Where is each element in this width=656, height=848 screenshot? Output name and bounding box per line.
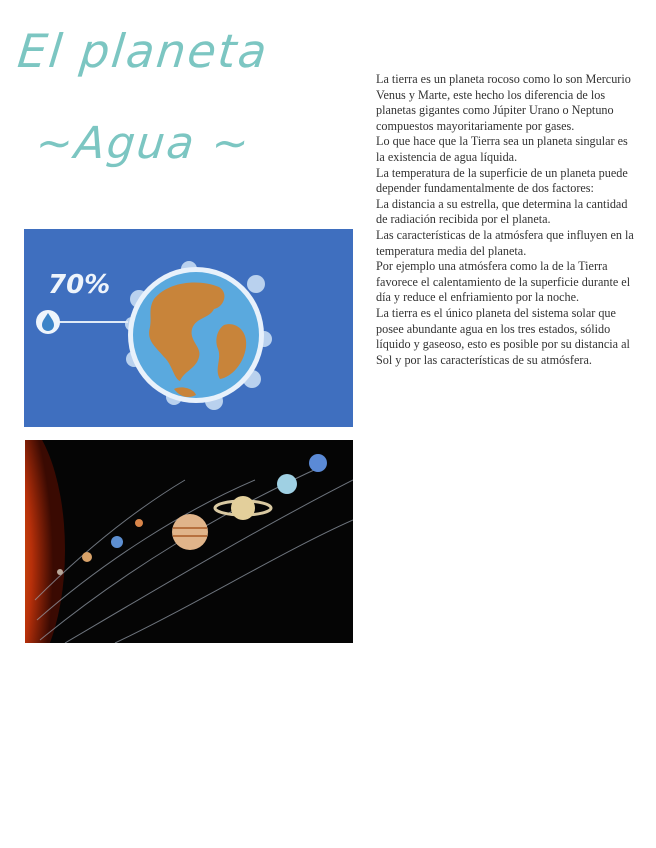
planet-jupiter [172, 514, 208, 550]
planet-uranus [277, 474, 297, 494]
percent-label: 70% [48, 270, 111, 300]
paragraph: La tierra es un planeta rocoso como lo son Mercurio Venus y Marte, este hecho los diferencia de los planetas gigantes como Júpiter Urano o Neptuno compuestos mayoritariamente por gases. [376, 72, 631, 133]
paragraph: La temperatura de la superficie de un planeta puede depender fundamentalmente de dos factores: [376, 165, 628, 196]
title-line-2: ~Agua ~ [33, 118, 254, 169]
paragraph: Las características de la atmósfera que influyen en la temperatura media del planeta. [376, 227, 634, 258]
planet-venus [82, 552, 92, 562]
planet-neptune [309, 454, 327, 472]
solar-system-image [25, 440, 353, 643]
water-drop-icon [36, 310, 60, 334]
paragraph: La tierra es el único planeta del sistema solar que posee abundante agua en los tres estados, sólido líquido y gaseoso, esto es posible por su distancia al Sol y por las características de su atmósfera. [376, 305, 630, 367]
earth-globe-icon [128, 267, 264, 403]
paragraph: La distancia a su estrella, que determina la cantidad de radiación recibida por el planeta. [376, 196, 628, 227]
paragraph: Por ejemplo una atmósfera como la de la Tierra favorece el calentamiento de la superficie durante el día y reduce el enfriamiento por la noche. [376, 259, 631, 305]
earth-water-image [24, 229, 353, 427]
planet-mars [135, 519, 143, 527]
title-line-1: El planeta [15, 24, 272, 78]
paragraph: Lo que hace que la Tierra sea un planeta singular es la existencia de agua líquida. [376, 134, 628, 164]
article-body [376, 72, 638, 368]
planet-earth [111, 536, 123, 548]
planet-mercury [57, 569, 63, 575]
